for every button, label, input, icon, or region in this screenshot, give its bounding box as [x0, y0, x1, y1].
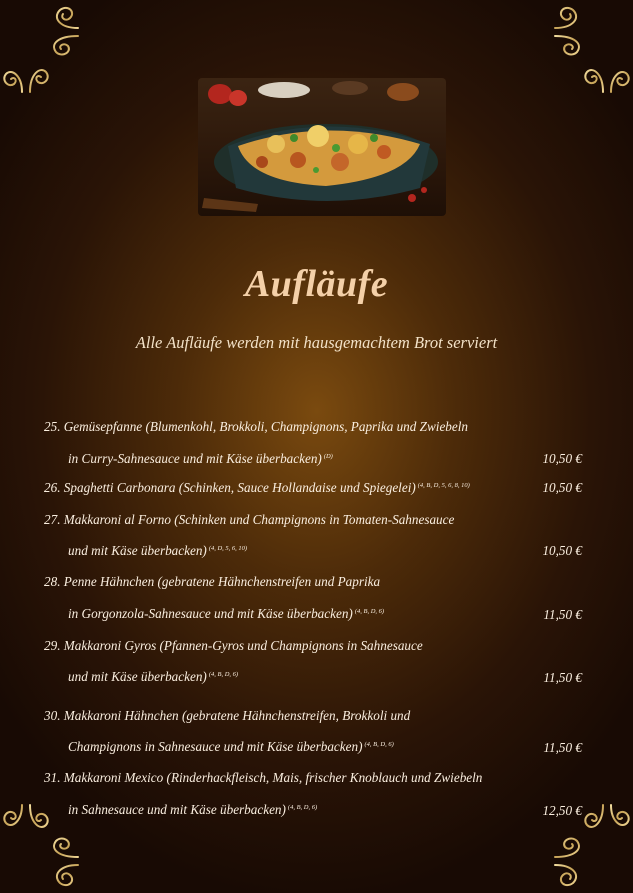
menu-item-27-price: 10,50 € [542, 543, 582, 558]
allergen-codes: (4, B, D, 6) [354, 608, 385, 615]
menu-subtitle: Alle Aufläufe werden mit hausgemachtem Brot serviert [135, 333, 498, 352]
allergen-codes: (4, D, 5, 6, 10) [208, 545, 248, 552]
menu-item-28-line2: in Gorgonzola-Sahnesauce und mit Käse überbacken) $^{(4, B, D, 6)}$ [68, 606, 385, 621]
menu-item-31-line2: in Sahnesauce und mit Käse überbacken) $^{(4, B, D, 6)}$ [68, 802, 318, 817]
allergen-codes: (4, B, D, 6) [364, 741, 394, 748]
menu-item-29-line2: und mit Käse überbacken) $^{(4, B, D, 6)}$ [68, 669, 239, 684]
menu-item-31-price: 12,50 € [542, 803, 582, 818]
menu-item-29-price: 11,50 € [543, 670, 582, 685]
menu-item-26-price: 10,50 € [542, 480, 582, 495]
allergen-codes: (4, B, D, 5, 6, 8, 10) [417, 482, 470, 489]
menu-item-30-line2: Champignons in Sahnesauce und mit Käse überbacken) $^{(4, B, D, 6)}$ [68, 739, 394, 754]
menu-item-28-line1: 28. Penne Hähnchen (gebratene Hähnchenstreifen und Paprika [44, 574, 381, 589]
menu-item-27-line2: und mit Käse überbacken) $^{(4, D, 5, 6, 10)}$ [68, 543, 248, 558]
allergen-codes: (4, B, D, 6) [208, 671, 239, 678]
menu-item-27-line1: 27. Makkaroni al Forno (Schinken und Champignons in Tomaten-Sahnesauce [44, 512, 455, 527]
menu-item-29-line1: 29. Makkaroni Gyros (Pfannen-Gyros und Champignons in Sahnesauce [44, 638, 423, 653]
menu-item-30-line1: 30. Makkaroni Hähnchen (gebratene Hähnchenstreifen, Brokkoli und [44, 708, 411, 723]
menu-item-25-line1: 25. Gemüsepfanne (Blumenkohl, Brokkoli, Champignons, Paprika und Zwiebeln [44, 419, 469, 434]
menu-item-30-price: 11,50 € [543, 740, 582, 755]
menu-item-31-line1: 31. Makkaroni Mexico (Rinderhackfleisch, Mais, frischer Knoblauch und Zwiebeln [44, 770, 483, 785]
menu-item-26-line1: 26. Spaghetti Carbonara (Schinken, Sauce Hollandaise und Spiegelei) $^{(4, B, D, 5, 6, 8, 10)}$ [44, 480, 470, 495]
menu-item-25-line2: in Curry-Sahnesauce und mit Käse überbacken) $^{(D)}$ [68, 451, 333, 466]
casserole-photo [198, 78, 446, 216]
menu-item-28-price: 11,50 € [543, 607, 582, 622]
menu-item-25-price: 10,50 € [542, 451, 582, 466]
allergen-codes: (D) [323, 453, 333, 460]
allergen-codes: (4, B, D, 6) [287, 804, 318, 811]
menu-title: Aufläufe [244, 263, 389, 305]
